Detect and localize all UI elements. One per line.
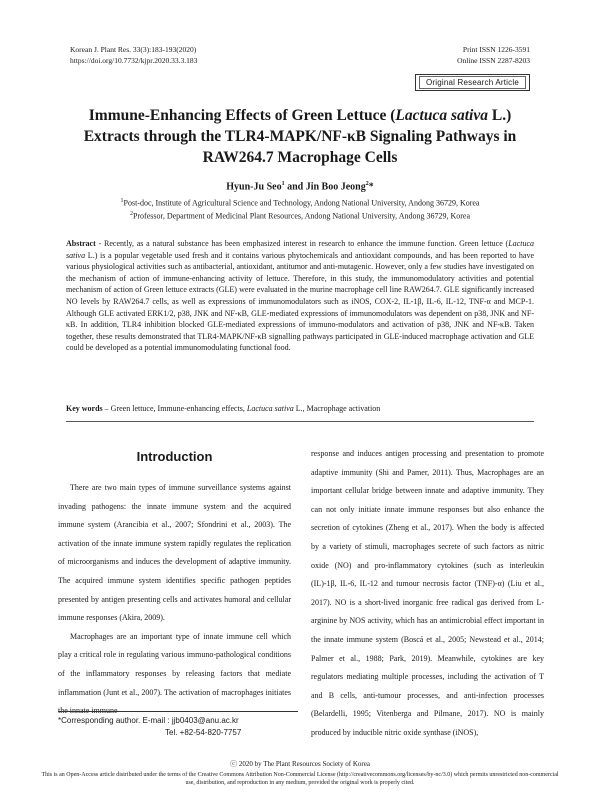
license-notice: This is an Open-Access article distributed under the terms of the Creative Commons Attribution Non-Commercial License (http://creativecommons.org/licenses/by-nc/3.0) which permits unrestricted non-commercial use, distribution, and reproduction in any medium, provided the original work is properly cited. [41,772,559,786]
journal-header [70,44,197,66]
intro-paragraph-2: Macrophages are an important type of innate immune cell which play a critical role in regulating various immuno-pathological conditions of the inflammatory responses by releasing factors that mediate inflammation (Junt et al., 2007). The activation of macrophages initiates the innate immune [58,631,291,716]
introduction-heading: Introduction [136,449,213,464]
keywords-text-2: L., Macrophage activation [293,404,381,413]
abstract [66,238,534,354]
author-conjunction: and [284,181,306,193]
keywords-text-1: Green lettuce, Immune-enhancing effects, [110,404,247,413]
affiliations [60,196,540,221]
issn-block [457,44,530,66]
print-issn: Print ISSN 1226-3591 [462,45,530,54]
author-1: Hyun-Ju Seo [226,181,282,193]
intro-paragraph-3: response and induces antigen processing and presentation to promote adaptive immunity (Shi and Pamer, 2011). Thus, Macrophages are an important cellular bridge between innate and adaptive immunity. They can not only initiate innate immune responses but also enhance the secretion of cytokines (Zheng et al., 2017). When the body is affected by a variety of stimuli, macrophages secrete of such factors as nitric oxide (NO) and pro-inflammatory cytokines (such as interleukin (IL)-1β, IL-6, IL-12 and tumour necrosis factor (TNF)-α) (Liu et al., 2017). NO is a short-lived inorganic free radical gas derived from L-arginine by NOS activity, which has an antimicrobial effect important in the innate immune system (Boscá et al., 2005; Newstead et al., 2014; Palmer et al., 1988; Park, 2019). Meanwhile, cytokines are key regulators mediating multiple processes, including the activation of T and B cells, anti-tumour processes, and anti-infection processes (Belardelli, 1995; Vitenberga and Pilmane, 2017). NO is mainly produced by inducible nitric oxide synthase (iNOS), [311,449,544,737]
keywords-label: Key words [66,404,103,413]
right-column [311,445,544,743]
affiliation-2 [60,209,540,222]
doi-link[interactable]: https://doi.org/10.7732/kjpr.2020.33.3.183 [70,56,198,65]
journal-citation: Korean J. Plant Res. 33(3):183-193(2020) [70,45,197,54]
abstract-latin-name: Lactuca sativa [66,239,534,260]
title-part-2: L.) Extracts through the TLR4-MAPK/NF-κB Signaling Pathways in RAW264.7 Macrophage Cells [83,107,517,166]
affiliation-1-mark: 1 [120,198,124,204]
paper-title [60,105,540,168]
affiliation-2-mark: 2 [129,210,133,217]
corresponding-mark: * [368,181,374,193]
keywords-dash: – [102,404,111,413]
abstract-label: Abstract [66,239,96,248]
online-issn: Online ISSN 2287-8203 [457,56,530,65]
article-type-badge [415,74,530,91]
affiliation-1 [60,196,540,209]
author-1-affil: 1 [281,181,285,187]
keywords [66,404,534,413]
author-2: Jin Boo Jeong [305,181,366,193]
left-column [58,445,291,721]
copyright-notice: ⓒ 2020 by The Plant Resources Society of Korea [230,760,370,768]
corresponding-email: *Corresponding author. E-mail : jjb0403@anu.ac.kr [58,716,239,725]
corresponding-phone: Tel. +82-54-820-7757 [165,728,242,737]
keywords-latin-name: Lactuca sativa [246,404,294,413]
affiliation-1-text: Post-doc, Institute of Agricultural Science and Technology, Andong National University, Andong 36729, Korea [123,198,480,208]
abstract-text-2: L.) is a popular vegetable used fresh and it contains various phytochemicals and antioxidant compounds, and has been reported to have various physiological activities such as antibacterial, antioxidant, antitumor and anti-mutagenic. However, only a few studies have investigated on the mechanism of action of immune-enhancing activity of lettuce. Therefore, in this study, the immunomodulatory activities and potential mechanism of action of Green lettuce extracts (GLE) were evaluated in the murine macrophage cell line RAW264.7. GLE significantly increased NO levels by RAW264.7 cells, as well as expressions of immunomodulators such as iNOS, COX-2, IL-1β, IL-6, IL-12, TNF-α and MCP-1. Although GLE activated ERK1/2, p38, JNK and NF-κB, GLE-mediated expressions of immunomodulators was dependent on p38, JNK and NF-κB. In addition, TLR4 inhibition blocked GLE-mediated expressions of immuno-modulators and activation of p38, JNK and NF-κB. Taken together, these results demonstrated that TLR4-MAPK/NF-κB signalling pathways participated in GLE-induced macrophage activation and GLE could be developed as a potential immunomodulating functional food. [66,250,534,353]
section-divider [66,421,534,422]
article-type-label: Original Research Article [419,76,526,89]
intro-paragraph-1: There are two main types of immune surveillance systems against invading pathogens: the innate immune system and the acquired immune system (Arancibia et al., 2007; Sfondrini et al., 2003). The activation of the innate immune system rapidly regulates the replication of microorganisms and induces the development of adaptive immunity. The acquired immune system identifies specific pathogen peptides presented by antigen presenting cells and activates humoral and cellular immune responses (Akira, 2009). [58,483,291,623]
author-list [60,181,540,192]
author-2-affil: 2 [365,181,369,187]
title-latin-name: Lactuca sativa [395,107,488,124]
corresponding-author-note [58,711,298,739]
title-part-1: Immune-Enhancing Effects of Green Lettuce ( [88,107,396,124]
abstract-text-1: - Recently, as a natural substance has been emphasized interest in research to enhance the immune function. Green lettuce ( [95,239,509,248]
affiliation-2-text: Professor, Department of Medicinal Plant Resources, Andong National University, Andong 36729, Korea [132,211,471,221]
